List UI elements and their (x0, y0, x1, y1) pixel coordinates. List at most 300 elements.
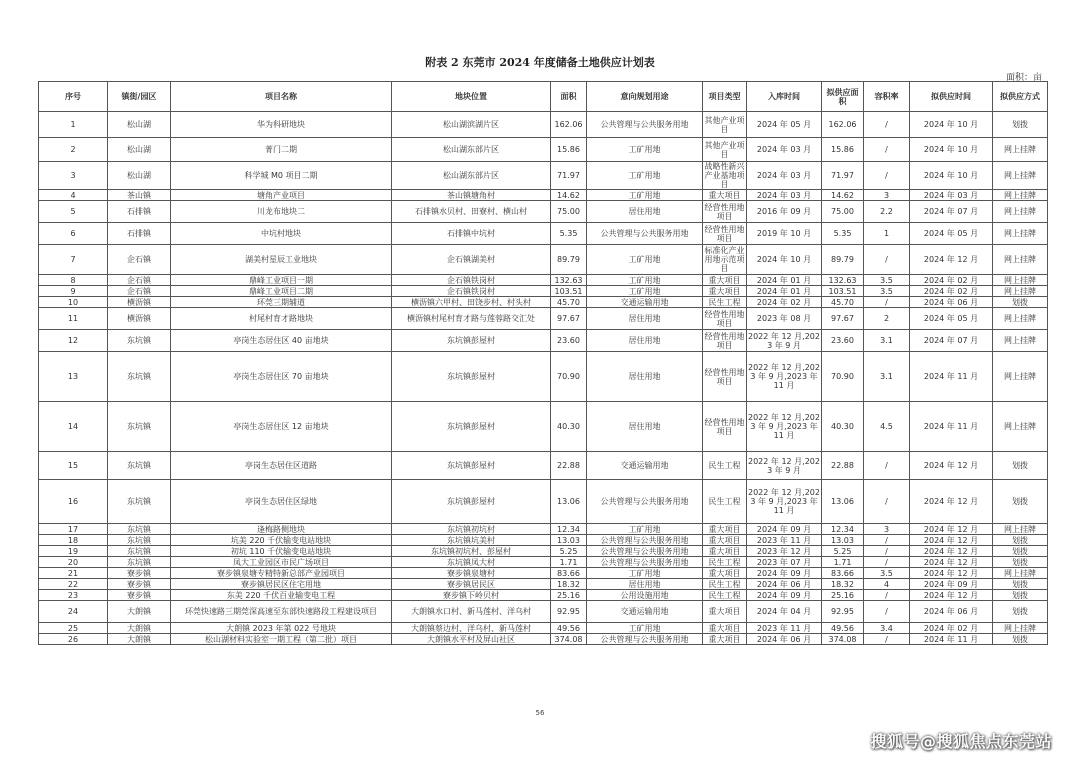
table-row (39, 138, 1048, 162)
table-cell: 东坑镇 (108, 535, 171, 546)
table-cell: 横沥镇 (108, 308, 171, 330)
table-cell: 12.34 (551, 524, 587, 535)
table-cell: 重大项目 (703, 190, 747, 201)
table-cell: 东坑镇彭屋村 (392, 480, 551, 524)
table-cell: 重大项目 (703, 275, 747, 286)
table-cell: 2024 年 09 月 (747, 568, 822, 579)
table-cell: 1.71 (822, 557, 864, 568)
table-cell: 8 (39, 275, 108, 286)
column-header: 序号 (39, 82, 108, 112)
table-cell: 2024 年 09 月 (910, 579, 993, 590)
table-cell: 14.62 (551, 190, 587, 201)
table-cell: 2024 年 12 月 (910, 535, 993, 546)
table-cell: 70.90 (822, 352, 864, 402)
table-cell: 2.2 (864, 201, 910, 223)
table-cell: 公共管理与公共服务用地 (587, 535, 703, 546)
table-cell: 亭岗生态居住区 70 亩地块 (171, 352, 392, 402)
table-cell: 2022 年 12 月,2023 年 9 月 (747, 452, 822, 480)
table-cell: 162.06 (822, 112, 864, 138)
table-cell: 交通运输用地 (587, 601, 703, 623)
table-row (39, 557, 1048, 568)
table-cell: 民生工程 (703, 480, 747, 524)
table-cell: 东坑镇 (108, 352, 171, 402)
table-cell: 2024 年 09 月 (747, 524, 822, 535)
column-header: 项目类型 (703, 82, 747, 112)
table-cell: 23 (39, 590, 108, 601)
page-number: 56 (535, 709, 545, 717)
table-cell: 17 (39, 524, 108, 535)
table-cell: 企石镇 (108, 286, 171, 297)
table-cell: 网上挂牌 (993, 352, 1048, 402)
table-cell: 71.97 (822, 162, 864, 190)
table-cell: 2023 年 11 月 (747, 623, 822, 634)
table-cell: 环莞三期辅道 (171, 297, 392, 308)
table-cell: 松山湖东部片区 (392, 162, 551, 190)
table-cell: 3.4 (864, 623, 910, 634)
table-cell: 13.03 (822, 535, 864, 546)
table-cell: 2024 年 03 月 (747, 190, 822, 201)
table-cell: 75.00 (822, 201, 864, 223)
table-cell: 2024 年 10 月 (747, 245, 822, 275)
table-cell: 2024 年 07 月 (910, 330, 993, 352)
table-cell: 居住用地 (587, 308, 703, 330)
table-cell: 网上挂牌 (993, 275, 1048, 286)
table-cell: 103.51 (822, 286, 864, 297)
table-cell: 1.71 (551, 557, 587, 568)
table-cell: 2024 年 03 月 (747, 162, 822, 190)
table-cell: 4.5 (864, 402, 910, 452)
table-cell: 东坑镇彭屋村 (392, 330, 551, 352)
table-cell: 石排镇水贝村、田寮村、横山村 (392, 201, 551, 223)
table-cell: 2016 年 09 月 (747, 201, 822, 223)
table-cell: 2024 年 05 月 (910, 308, 993, 330)
table-cell: 茶山镇 (108, 190, 171, 201)
table-cell: 工矿用地 (587, 138, 703, 162)
table-cell: 工矿用地 (587, 623, 703, 634)
table-cell: 交通运输用地 (587, 452, 703, 480)
table-cell: 40.30 (551, 402, 587, 452)
table-cell: 97.67 (822, 308, 864, 330)
table-row (39, 162, 1048, 190)
table-cell: / (864, 480, 910, 524)
table-cell: 划拨 (993, 112, 1048, 138)
table-cell: 重大项目 (703, 535, 747, 546)
table-cell: 2 (39, 138, 108, 162)
table-cell: 工矿用地 (587, 245, 703, 275)
table-cell: 横沥镇村尾村育才路与莲蓉路交汇处 (392, 308, 551, 330)
table-cell: / (864, 245, 910, 275)
table-row (39, 201, 1048, 223)
table-cell: 逢梅路侧地块 (171, 524, 392, 535)
table-cell: 40.30 (822, 402, 864, 452)
table-cell: 川龙布地块二 (171, 201, 392, 223)
table-cell: 45.70 (822, 297, 864, 308)
table-row (39, 402, 1048, 452)
table-cell: 2023 年 07 月 (747, 557, 822, 568)
table-cell: 15.86 (822, 138, 864, 162)
table-cell: 重大项目 (703, 568, 747, 579)
table-cell: 49.56 (822, 623, 864, 634)
table-cell: 松山湖滨湖片区 (392, 112, 551, 138)
column-header: 地块位置 (392, 82, 551, 112)
table-cell: 松山湖 (108, 162, 171, 190)
table-row (39, 579, 1048, 590)
table-cell: 塘角产业项目 (171, 190, 392, 201)
table-cell: 重大项目 (703, 623, 747, 634)
table-cell: 14.62 (822, 190, 864, 201)
table-cell: 东坑镇初坑村 (392, 524, 551, 535)
table-cell: 2024 年 12 月 (910, 480, 993, 524)
table-cell: 2024 年 10 月 (910, 162, 993, 190)
table-cell: 寮步镇泉塘村 (392, 568, 551, 579)
table-cell: 网上挂牌 (993, 223, 1048, 245)
table-cell: 2024 年 07 月 (910, 201, 993, 223)
column-header: 镇街/园区 (108, 82, 171, 112)
table-cell: / (864, 590, 910, 601)
table-cell: 2022 年 12 月,2023 年 9 月 (748, 331, 820, 350)
table-cell: 89.79 (822, 245, 864, 275)
table-cell: 83.66 (551, 568, 587, 579)
table-cell: 其他产业项目 (703, 112, 747, 138)
table-cell: 东坑镇初坑村、彭屋村 (392, 546, 551, 557)
table-cell: 公共管理与公共服务用地 (587, 634, 703, 645)
table-cell: 71.97 (551, 162, 587, 190)
table-cell: 松山湖 (108, 138, 171, 162)
column-header: 拟供应时间 (910, 82, 993, 112)
table-cell: 10 (39, 297, 108, 308)
table-cell: 初坑 110 千伏输变电站地块 (171, 546, 392, 557)
table-cell: 公共管理与公共服务用地 (587, 112, 703, 138)
table-cell: 菁门二期 (171, 138, 392, 162)
table-cell: 划拨 (993, 557, 1048, 568)
table-cell: 3 (864, 190, 910, 201)
table-cell: 网上挂牌 (993, 162, 1048, 190)
table-cell: 2 (864, 308, 910, 330)
table-cell: 2024 年 12 月 (910, 524, 993, 535)
table-cell: 2024 年 12 月 (910, 557, 993, 568)
table-cell: 划拨 (993, 480, 1048, 524)
table-cell: 374.08 (551, 634, 587, 645)
table-cell: 1 (864, 223, 910, 245)
table-cell: 工矿用地 (587, 190, 703, 201)
table-cell: 寮步镇 (108, 579, 171, 590)
table-cell: 18 (39, 535, 108, 546)
table-cell: 大朗镇蔡边村、洋乌村、新马莲村 (392, 623, 551, 634)
table-cell: 2022 年 12 月,2023 年 9 月,2023 年 11 月 (747, 480, 822, 524)
table-cell: 12 (39, 330, 108, 352)
table-cell: 4 (864, 579, 910, 590)
table-cell: 大朗镇 (108, 634, 171, 645)
table-cell: 交通运输用地 (587, 297, 703, 308)
table-cell: 网上挂牌 (993, 402, 1048, 452)
table-cell: 东坑镇彭屋村 (392, 402, 551, 452)
table-row (39, 535, 1048, 546)
table-cell: 东坑镇坑美村 (392, 535, 551, 546)
table-cell: 网上挂牌 (993, 286, 1048, 297)
table-cell: 2023 年 12 月 (747, 546, 822, 557)
area-unit-note: 面积：亩 (1005, 73, 1042, 83)
table-cell: 2024 年 12 月 (910, 452, 993, 480)
table-cell: 石排镇 (108, 223, 171, 245)
table-cell: 大朗镇水口村、新马莲村、洋乌村 (392, 601, 551, 623)
table-cell: 网上挂牌 (993, 308, 1048, 330)
table-cell: 石排镇中坑村 (392, 223, 551, 245)
table-cell: 89.79 (551, 245, 587, 275)
table-cell: 居住用地 (587, 579, 703, 590)
table-cell: 97.67 (551, 308, 587, 330)
table-cell: 2024 年 02 月 (910, 286, 993, 297)
table-cell: 经营性用地项目 (703, 402, 747, 452)
header-row (39, 82, 1048, 112)
table-cell: 经营性用地项目 (704, 202, 745, 221)
table-cell: 2024 年 03 月 (910, 190, 993, 201)
table-cell: 3.5 (864, 568, 910, 579)
table-cell: 大朗镇 (108, 623, 171, 634)
table-cell: 2022 年 12 月,2023 年 9 月,2023 年 11 月 (747, 352, 822, 402)
table-row (39, 546, 1048, 557)
table-cell: 松山湖材料实验室一期工程（第二批）项目 (171, 634, 392, 645)
column-header: 入库时间 (747, 82, 822, 112)
table-cell: 亭岗生态居住区 12 亩地块 (171, 402, 392, 452)
table-cell: 经营性用地项目 (704, 331, 745, 350)
table-cell: / (864, 452, 910, 480)
table-cell: 13.06 (551, 480, 587, 524)
table-cell: 16 (39, 480, 108, 524)
table-cell: 5.25 (822, 546, 864, 557)
table-cell: 2024 年 01 月 (747, 286, 822, 297)
table-cell: 公共管理与公共服务用地 (587, 223, 703, 245)
table-cell: 4 (39, 190, 108, 201)
table-row (39, 330, 1048, 352)
table-row (39, 308, 1048, 330)
table-cell: 92.95 (822, 601, 864, 623)
table-cell: 2024 年 11 月 (910, 402, 993, 452)
table-cell: 70.90 (551, 352, 587, 402)
table-cell: 5.35 (551, 223, 587, 245)
column-header: 意向规划用途 (587, 82, 703, 112)
table-cell: 亭岗生态居住区绿地 (171, 480, 392, 524)
table-cell: / (864, 297, 910, 308)
table-cell: 鼎峰工业项目一期 (171, 275, 392, 286)
table-cell: 15.86 (551, 138, 587, 162)
table-row (39, 245, 1048, 275)
table-cell: 大朗镇水平村及屏山社区 (392, 634, 551, 645)
table-cell: 2022 年 12 月,2023 年 9 月,2023 年 11 月 (747, 402, 822, 452)
table-cell: 3.1 (864, 352, 910, 402)
table-cell: 49.56 (551, 623, 587, 634)
table-cell: 东坑镇彭屋村 (392, 452, 551, 480)
table-cell: 2024 年 02 月 (910, 275, 993, 286)
table-cell: 寮步镇 (108, 568, 171, 579)
table-cell: 东坑镇 (108, 452, 171, 480)
table-cell: 3.5 (864, 275, 910, 286)
table-cell: 网上挂牌 (993, 245, 1048, 275)
column-header: 拟供应面积 (822, 82, 864, 112)
table-cell: 坑美 220 千伏输变电站地块 (171, 535, 392, 546)
table-cell: 2023 年 08 月 (747, 308, 822, 330)
table-cell: / (864, 138, 910, 162)
table-cell: 环莞快速路三期莞深高速至东部快速路段工程建设项目 (171, 601, 392, 623)
table-cell: 2024 年 10 月 (910, 112, 993, 138)
table-cell: 湖美村星辰工业地块 (171, 245, 392, 275)
table-row (39, 452, 1048, 480)
table-cell: 25.16 (822, 590, 864, 601)
table-cell: 6 (39, 223, 108, 245)
watermark: 搜狐号@搜狐焦点东莞站 (870, 732, 1052, 751)
column-header: 容积率 (864, 82, 910, 112)
table-cell: 划拨 (993, 546, 1048, 557)
table-cell: 132.63 (822, 275, 864, 286)
table-cell: 寮步镇 (108, 590, 171, 601)
table-cell: 鼎峰工业项目二期 (171, 286, 392, 297)
table-cell: 寮步镇下岭贝村 (392, 590, 551, 601)
table-cell: 12.34 (822, 524, 864, 535)
table-cell: 经营性用地项目 (703, 352, 747, 402)
table-cell: 2024 年 09 月 (747, 590, 822, 601)
table-cell: 5.35 (822, 223, 864, 245)
table-cell: 2024 年 12 月 (910, 590, 993, 601)
table-cell: 25.16 (551, 590, 587, 601)
table-cell: / (864, 634, 910, 645)
table-row (39, 352, 1048, 402)
table-cell: 划拨 (993, 297, 1048, 308)
table-row (39, 524, 1048, 535)
table-cell: 科学城 M0 项目二期 (171, 162, 392, 190)
table-cell: 2024 年 06 月 (910, 297, 993, 308)
table-cell: 大朗镇 2023 年第 022 号地块 (171, 623, 392, 634)
table-cell: 网上挂牌 (993, 190, 1048, 201)
table-cell: 东坑镇 (108, 480, 171, 524)
table-cell: 村尾村育才路地块 (171, 308, 392, 330)
table-cell: 居住用地 (587, 352, 703, 402)
table-cell: 2024 年 04 月 (747, 601, 822, 623)
table-cell: 重大项目 (703, 634, 747, 645)
table-cell: 工矿用地 (587, 524, 703, 535)
table-cell: 75.00 (551, 201, 587, 223)
table-cell: 103.51 (551, 286, 587, 297)
table-cell: 网上挂牌 (993, 623, 1048, 634)
table-cell: 经营性用地项目 (704, 309, 745, 328)
table-cell: 工矿用地 (587, 275, 703, 286)
table-row (39, 286, 1048, 297)
table-cell: 标准化产业用地示范项目 (704, 246, 745, 273)
table-cell: 战略性新兴产业基地项目 (704, 162, 745, 189)
table-cell: 茶山镇塘角村 (392, 190, 551, 201)
table-cell: 企石镇铁岗村 (392, 275, 551, 286)
table-cell: 网上挂牌 (993, 138, 1048, 162)
table-row (39, 190, 1048, 201)
table-cell: 公共管理与公共服务用地 (587, 557, 703, 568)
table-cell: 22.88 (551, 452, 587, 480)
table-cell: 19 (39, 546, 108, 557)
table-cell: 162.06 (551, 112, 587, 138)
table-cell: 132.63 (551, 275, 587, 286)
table-cell: 24 (39, 601, 108, 623)
table-row (39, 275, 1048, 286)
column-header: 面积 (551, 82, 587, 112)
table-cell: 2024 年 10 月 (910, 138, 993, 162)
table-cell: 重大项目 (703, 546, 747, 557)
table-cell: 3.1 (864, 330, 910, 352)
table-cell: 寮步镇居民区住宅用地 (171, 579, 392, 590)
table-row (39, 223, 1048, 245)
table-cell: 2024 年 12 月 (910, 568, 993, 579)
table-cell: 26 (39, 634, 108, 645)
table-cell: / (864, 162, 910, 190)
column-header: 拟供应方式 (993, 82, 1048, 112)
table-cell: 松山湖东部片区 (392, 138, 551, 162)
table-cell: 企石镇 (108, 275, 171, 286)
table-cell: 22 (39, 579, 108, 590)
table-row (39, 623, 1048, 634)
table-cell: 工矿用地 (587, 286, 703, 297)
table-cell: 划拨 (993, 452, 1048, 480)
table-row (39, 634, 1048, 645)
table-cell: / (864, 557, 910, 568)
table-cell: 大朗镇 (108, 601, 171, 623)
table-cell: 2024 年 06 月 (747, 579, 822, 590)
table-cell: 民生工程 (703, 452, 747, 480)
table-cell: 石排镇 (108, 201, 171, 223)
table-cell: / (864, 112, 910, 138)
table-cell: 东坑镇 (108, 330, 171, 352)
table-cell: 13.03 (551, 535, 587, 546)
table-cell: 华为科研地块 (171, 112, 392, 138)
table-cell: 寮步镇泉塘专精特新总部产业园项目 (171, 568, 392, 579)
column-header: 项目名称 (171, 82, 392, 112)
table-cell: 83.66 (822, 568, 864, 579)
table-cell: 2024 年 03 月 (747, 138, 822, 162)
table-cell: 划拨 (993, 590, 1048, 601)
table-cell: 2024 年 05 月 (910, 223, 993, 245)
table-cell: 工矿用地 (587, 162, 703, 190)
table-cell: 亭岗生态居住区道路 (171, 452, 392, 480)
table-row (39, 297, 1048, 308)
table-cell: 2024 年 12 月 (910, 245, 993, 275)
table-cell: 2024 年 01 月 (747, 275, 822, 286)
table-cell: 2024 年 11 月 (910, 352, 993, 402)
table-cell: 东坑镇 (108, 402, 171, 452)
table-cell: 2024 年 12 月 (910, 546, 993, 557)
table-cell: 凤大工业园区市民广场项目 (171, 557, 392, 568)
table-cell: 2024 年 06 月 (747, 634, 822, 645)
table-cell: 横沥镇 (108, 297, 171, 308)
table-cell: 重大项目 (703, 601, 747, 623)
table-cell: 2024 年 05 月 (747, 112, 822, 138)
table-cell: 企石镇湖美村 (392, 245, 551, 275)
table-cell: 东美 220 千伏百业输变电工程 (171, 590, 392, 601)
table-cell: 3 (864, 524, 910, 535)
table-cell: 重大项目 (703, 524, 747, 535)
table-cell: 东坑镇 (108, 546, 171, 557)
table-cell: 东坑镇凤大村 (392, 557, 551, 568)
table-cell: 公共管理与公共服务用地 (587, 546, 703, 557)
table-cell: 22.88 (822, 452, 864, 480)
table-cell: 15 (39, 452, 108, 480)
table-cell: 2024 年 11 月 (910, 634, 993, 645)
table-cell: 2024 年 02 月 (747, 297, 822, 308)
table-cell: 1 (39, 112, 108, 138)
table-cell: 亭岗生态居住区 40 亩地块 (171, 330, 392, 352)
table-cell: 92.95 (551, 601, 587, 623)
table-cell: 居住用地 (587, 402, 703, 452)
land-supply-table (38, 81, 1048, 645)
table-cell: 11 (39, 308, 108, 330)
table-row (39, 590, 1048, 601)
table-body (39, 112, 1048, 645)
table-cell: / (864, 546, 910, 557)
table-cell: 3.5 (864, 286, 910, 297)
